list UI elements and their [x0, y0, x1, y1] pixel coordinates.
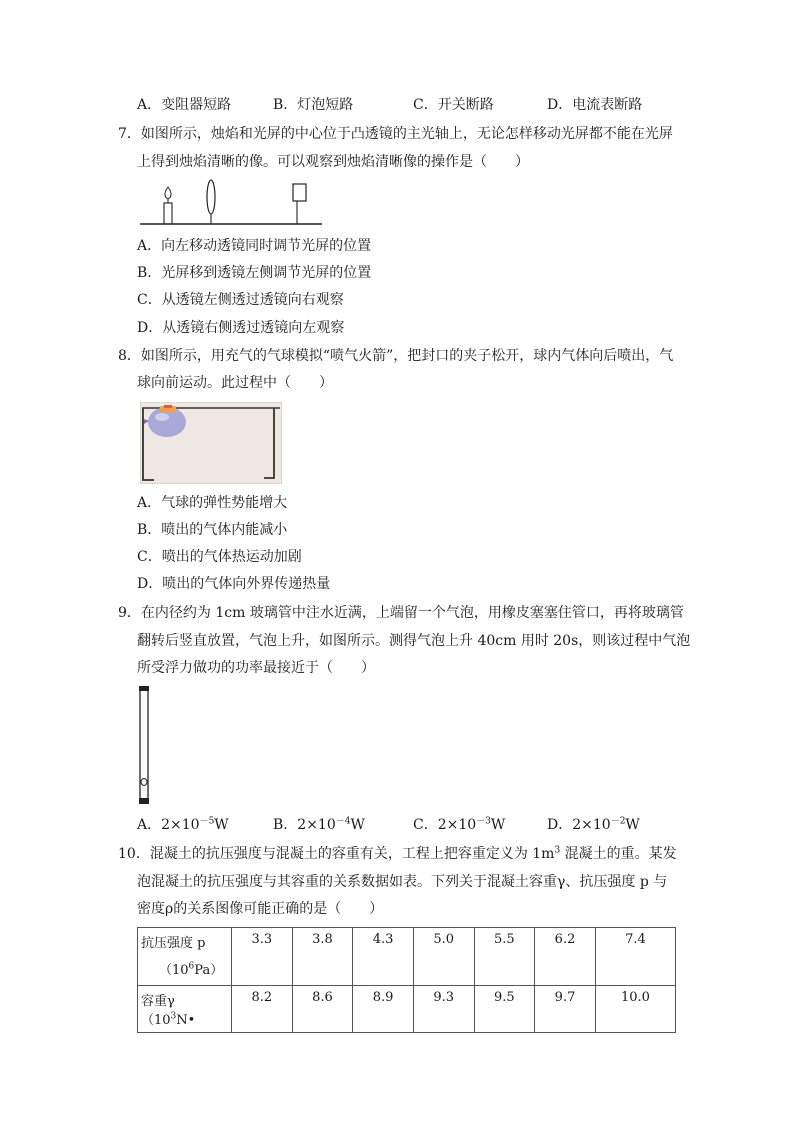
q7-option-d: D．从透镜右侧透过透镜向左观察: [137, 320, 345, 336]
candle-lens-screen-figure: [137, 176, 327, 234]
balloon-rocket-photo: [140, 402, 282, 484]
table-cell: 6.2: [535, 928, 596, 986]
candle-flame: [165, 187, 171, 199]
table-cell: 8.6: [292, 986, 353, 1033]
q6-option-d: D．电流表断路: [547, 97, 643, 113]
table-cell: 8.2: [232, 986, 293, 1033]
table-cell: 3.8: [292, 928, 353, 986]
q6-option-c: C．开关断路: [413, 97, 494, 113]
table-cell: 9.7: [535, 986, 596, 1033]
q7-stem-line2: 上得到烛焰清晰的像。可以观察到烛焰清晰像的操作是（ ）: [137, 154, 529, 170]
table-header-density: 容重$\gamma(10^3N•$: [138, 986, 232, 1033]
q7-stem-line1: 7．如图所示，烛焰和光屏的中心位于凸透镜的主光轴上，无论怎样移动光屏都不能在光屏: [118, 126, 673, 142]
q9-option-c: C．$2\times 10^{-3}W$: [413, 816, 506, 833]
q8-option-b: B．喷出的气体内能减小: [137, 522, 288, 538]
q7-option-c: C．从透镜左侧透过透镜向右观察: [137, 292, 344, 308]
q10-stem-line2: 泡混凝土的抗压强度与其容重的关系数据如表。下列关于混凝土容重γ、抗压强度 p 与: [137, 874, 668, 890]
table-cell: 9.5: [474, 986, 535, 1033]
header-text: 抗压强度 p: [141, 936, 206, 951]
light-screen: [293, 184, 306, 201]
q9-stem-line2: 翻转后竖直放置，气泡上升，如图所示。测得气泡上升 40cm 用时 20s，则该过程中气泡: [137, 633, 691, 649]
table-cell: 3.3: [232, 928, 293, 986]
table-header-pressure: [138, 928, 232, 986]
q9-option-a: A．$2\times 10^{-5}W$: [137, 816, 229, 833]
table-cell: 4.3: [353, 928, 414, 986]
data-table: [137, 927, 676, 1033]
q8-stem-line2: 球向前运动。此过程中（ ）: [137, 375, 333, 391]
q6-option-a: A．变阻器短路: [137, 97, 232, 113]
q8-stem-line1: 8．如图所示，用充气的气球模拟“喷气火箭”，把封口的夹子松开，球内气体向后喷出，气: [118, 348, 674, 364]
table-cell: 8.9: [353, 986, 414, 1033]
q6-option-b: B．灯泡短路: [273, 97, 354, 113]
table-cell: 9.3: [413, 986, 474, 1033]
q8-option-d: D．喷出的气体向外界传递热量: [137, 576, 331, 592]
candle: [164, 203, 172, 224]
table-cell: 10.0: [595, 986, 675, 1033]
q9-stem-line1: 9．在内径约为 1cm 玻璃管中注水近满，上端留一个气泡，用橡皮塞塞住管口，再将玻璃管: [118, 605, 684, 621]
rubber-stopper-top: [139, 686, 149, 691]
glass-tube-figure: [138, 686, 152, 804]
table-cell: 5.5: [474, 928, 535, 986]
table-cell: 5.0: [413, 928, 474, 986]
table-row: [138, 928, 676, 986]
rubber-stopper-bottom: [139, 798, 149, 804]
q8-option-a: A．气球的弹性势能增大: [137, 495, 288, 511]
q10-stem-line3: 密度ρ的关系图像可能正确的是（ ）: [137, 901, 384, 917]
q7-option-a: A．向左移动透镜同时调节光屏的位置: [137, 238, 372, 254]
convex-lens: [207, 180, 215, 214]
q9-stem-line3: 所受浮力做功的功率最接近于（ ）: [137, 660, 375, 676]
header-unit: $(10^6Pa)$: [159, 961, 224, 978]
q7-option-b: B．光屏移到透镜左侧调节光屏的位置: [137, 265, 372, 281]
q9-option-b: B．$2\times 10^{-4}W$: [273, 816, 365, 833]
q9-option-d: D．$2\times 10^{-2}W$: [547, 816, 640, 833]
table-row: [138, 986, 676, 1033]
q8-option-c: C．喷出的气体热运动加剧: [137, 549, 302, 565]
q10-stem-line1: 10．混凝土的抗压强度与混凝土的容重有关，工程上把容重定义为 $1m^3$ 混凝土的重。某发: [118, 845, 677, 862]
table-cell: 7.4: [595, 928, 675, 986]
